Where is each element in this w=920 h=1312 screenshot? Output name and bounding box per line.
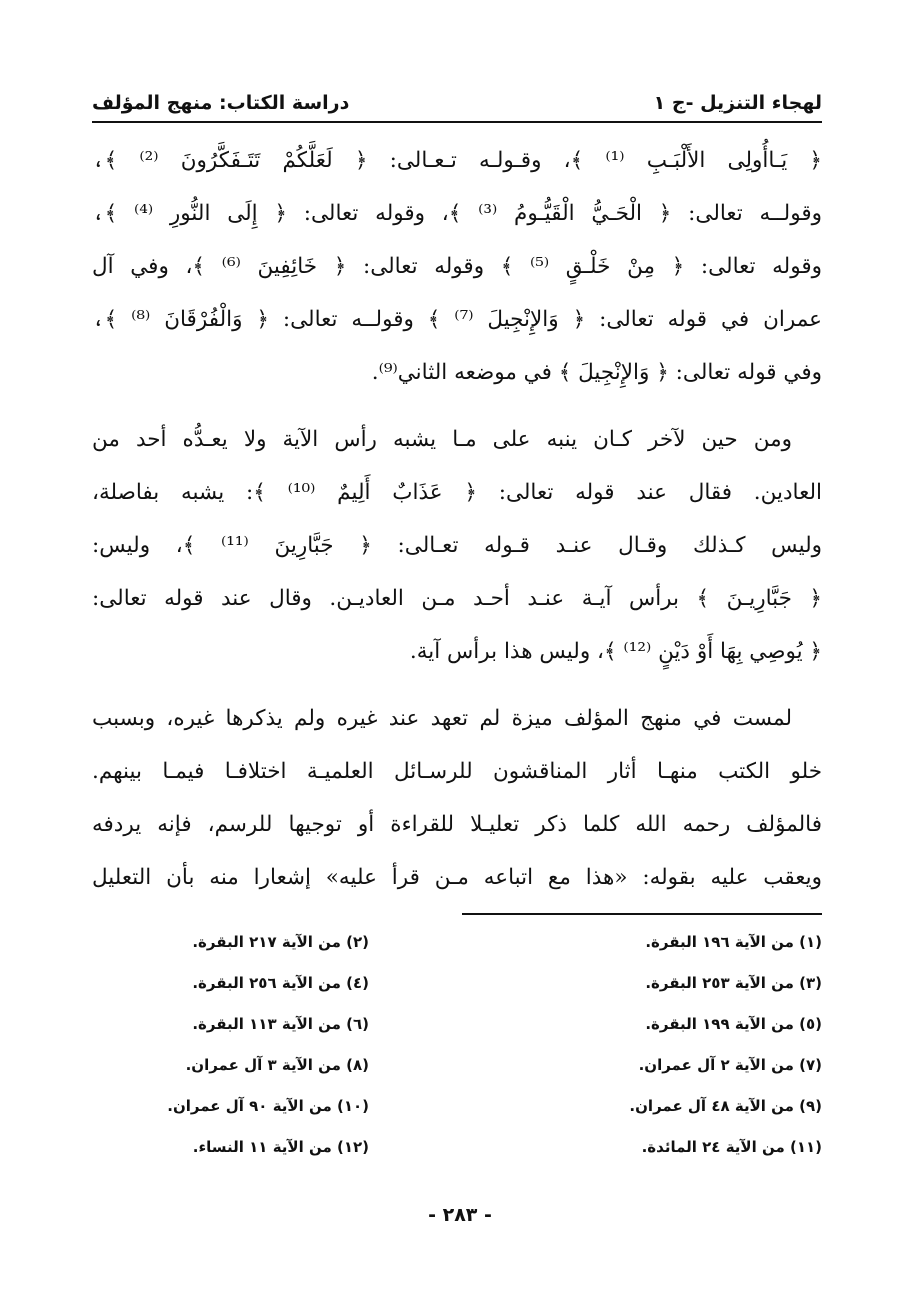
text-line: العادين. فقال عند قوله تعالى: ﴿ عَذَابٌ أَلِيمٌ ⁽¹⁰⁾ ﴾: يشبه بفاصلة، [92,480,822,505]
text-line: عمران في قوله تعالى: ﴿ وَالإِنْجِيلَ ⁽⁷⁾ ﴾ وقولــه تعالى: ﴿ وَالْفُرْقَانَ ⁽⁸⁾ ﴾، [92,307,822,332]
footnote: (١٢) من الآية ١١ النساء. [192,1138,369,1156]
footnote: (٥) من الآية ١٩٩ البقرة. [645,1015,822,1033]
footnote: (٢) من الآية ٢١٧ البقرة. [192,933,369,951]
text-line: ومن حين لآخر كـان ينبه على مـا يشبه رأس الآية ولا يعـدُّه أحد من [92,427,792,452]
footnotes [92,928,822,1174]
header-book-title: لهجاء التنزيل -ج ١ [653,92,822,114]
text-line: وليس كـذلك وقـال عنـد قـوله تعـالى: ﴿ جَبَّارِينَ ⁽¹¹⁾ ﴾، وليس: [92,533,822,558]
text-line: لمست في منهج المؤلف ميزة لم تعهد عند غيره ولم يذكرها غيره، وبسبب [92,706,792,731]
paragraph [92,692,822,904]
footnote: (١) من الآية ١٩٦ البقرة. [645,933,822,951]
header-section-title: دراسة الكتاب: منهج المؤلف [92,92,350,114]
header-divider [92,121,822,123]
text-line: وفي قوله تعالى: ﴿ وَالإِنْجِيلَ ﴾ في موضعه الثاني⁽⁹⁾. [371,360,822,385]
paragraph [92,413,822,678]
footnote: (١٠) من الآية ٩٠ آل عمران. [167,1097,369,1115]
footnote: (٩) من الآية ٤٨ آل عمران. [629,1097,822,1115]
text-line: خلو الكتب منهـا أثار المناقشون للرسـائل العلميـة اختلافـا فيمـا بينهم. [92,759,822,784]
text-line: فالمؤلف رحمه الله كلما ذكر تعليـلا للقراءة أو توجيها للرسم، فإنه يردفه [92,812,822,837]
text-line: وقوله تعالى: ﴿ مِنْ خَلْـقٍ ⁽⁵⁾ ﴾ وقوله تعالى: ﴿ خَائِفِينَ ⁽⁶⁾ ﴾، وفي آل [92,254,822,279]
footnote: (٦) من الآية ١١٣ البقرة. [192,1015,369,1033]
running-header [92,78,822,114]
footnote: (٧) من الآية ٢ آل عمران. [638,1056,822,1074]
footnote: (٨) من الآية ٣ آل عمران. [185,1056,369,1074]
footnote: (١١) من الآية ٢٤ المائدة. [641,1138,822,1156]
page-number: - ٢٨٣ - [428,1204,492,1226]
text-line: ﴿ يُوصِي بِهَا أَوْ دَيْنٍ ⁽¹²⁾ ﴾، وليس هذا برأس آية. [409,639,822,664]
text-line: ويعقب عليه بقوله: «هذا مع اتباعه مـن قرأ عليه» إشعارا منه بأن التعليل [92,865,822,890]
text-line: ﴿ جَبَّارِيـنَ ﴾ برأس آيـة عنـد أحـد مـن العاديـن. وقال عند قوله تعالى: [92,586,822,611]
paragraph [92,134,822,399]
footnote: (٣) من الآية ٢٥٣ البقرة. [645,974,822,992]
main-text [92,134,822,918]
text-line: ﴿ يَـاأُولِى الأَلْبَـبِ ⁽¹⁾ ﴾، وقـولـه تـعـالى: ﴿ لَعَلَّكُمْ تَتَـفَكَّرُونَ ⁽²⁾ ﴾، [92,148,822,173]
footnote-divider [462,913,822,915]
text-line: وقولــه تعالى: ﴿ الْحَـيُّ الْقَيُّـومُ ⁽³⁾ ﴾، وقوله تعالى: ﴿ إِلَى النُّورِ ⁽⁴⁾ ﴾، [92,201,822,226]
footnote: (٤) من الآية ٢٥٦ البقرة. [192,974,369,992]
